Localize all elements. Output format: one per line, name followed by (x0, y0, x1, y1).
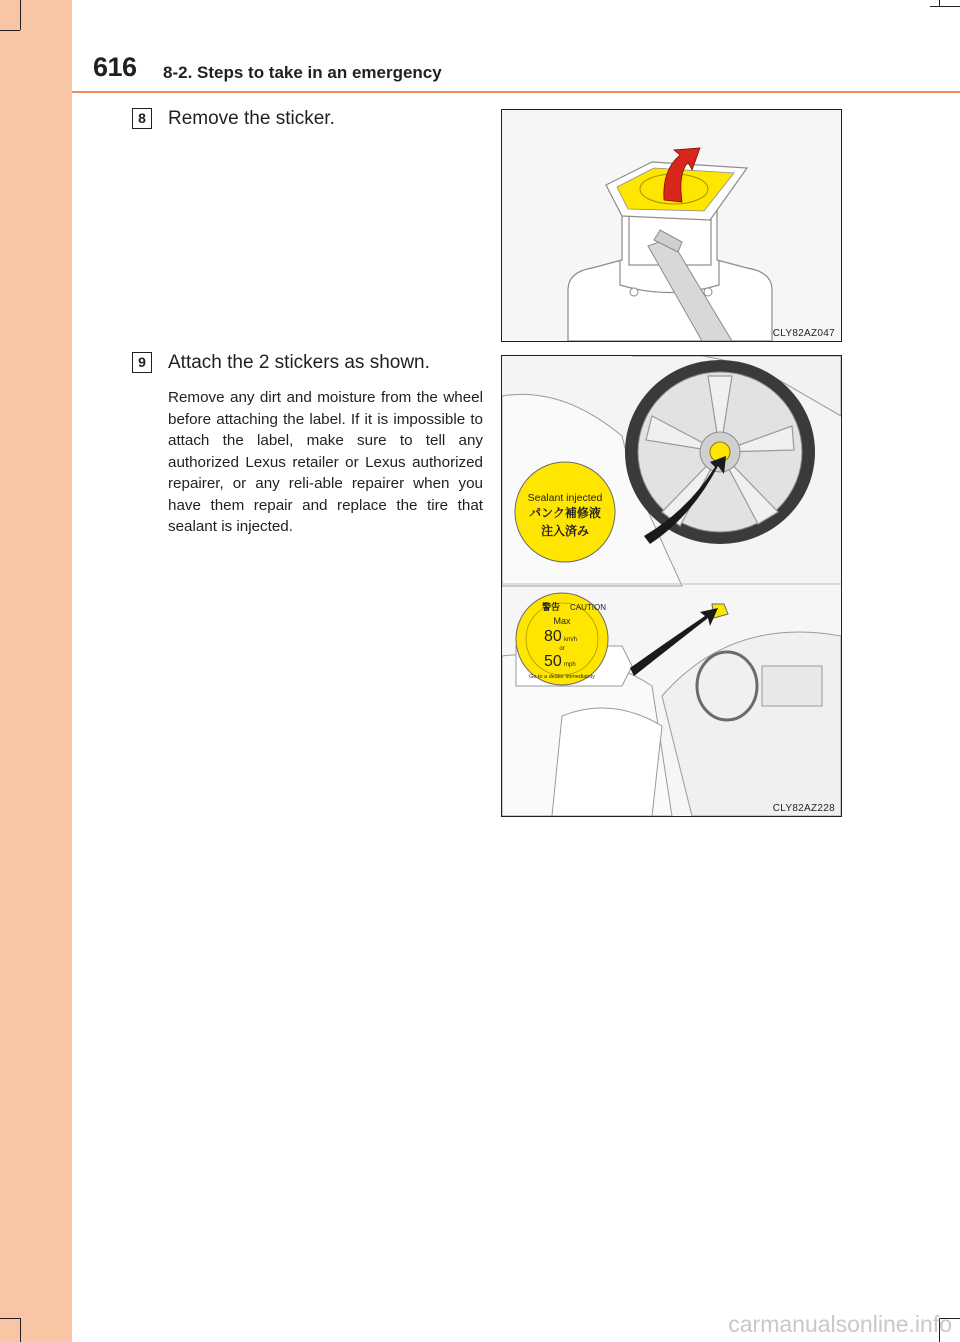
crop-mark (20, 1318, 21, 1342)
sticker2-unit-kmh: km/h (564, 637, 578, 643)
step-body-text: Remove any dirt and moisture from the wheel before attaching the label. If it is impossible to attach the label, make sure to tell any authorized Lexus retailer or Lexus authorized repairer, or any reli-able repairer when you have them repair and replace the tire that sealant is injected. (168, 389, 483, 535)
crop-mark (0, 1318, 20, 1319)
crop-mark (0, 30, 20, 31)
sticker-placement-illustration (502, 356, 841, 816)
sticker2-ring-text: Go to a dealer immediately (529, 674, 595, 680)
sidebar-tab (0, 0, 72, 1342)
sticker2-speed-kmh: 80 (544, 628, 562, 645)
step-title: Remove the sticker. (168, 108, 335, 129)
bottle-cap-illustration (502, 110, 841, 341)
figure-remove-sticker (501, 109, 842, 342)
sticker2-or: or (559, 646, 565, 652)
watermark-text: carmanualsonline.info (728, 1311, 952, 1337)
step-title: Attach the 2 stickers as shown. (168, 352, 430, 373)
sticker2-max: Max (553, 616, 571, 626)
crop-mark (930, 6, 960, 7)
header-rule (72, 91, 960, 93)
page-number: 616 (93, 52, 137, 82)
sticker1-line1: Sealant injected (527, 492, 603, 504)
figure-attach-stickers (501, 355, 842, 817)
sticker2-unit-mph: mph (564, 662, 576, 668)
sticker2-speed-mph: 50 (544, 653, 562, 670)
figure-code: CLY82AZ228 (772, 803, 835, 814)
sticker1-line3: 注入済み (540, 524, 590, 538)
sticker2-caution: CAUTION (570, 603, 606, 612)
step-number-badge: 9 (132, 352, 152, 373)
sticker1-line2: パンク補修液 (529, 506, 601, 520)
sticker2-warning: 警告 (542, 603, 561, 613)
section-title: 8-2. Steps to take in an emergency (163, 63, 442, 82)
figure-code: CLY82AZ047 (772, 328, 835, 339)
crop-mark (20, 0, 21, 30)
step-number-badge: 8 (132, 108, 152, 129)
